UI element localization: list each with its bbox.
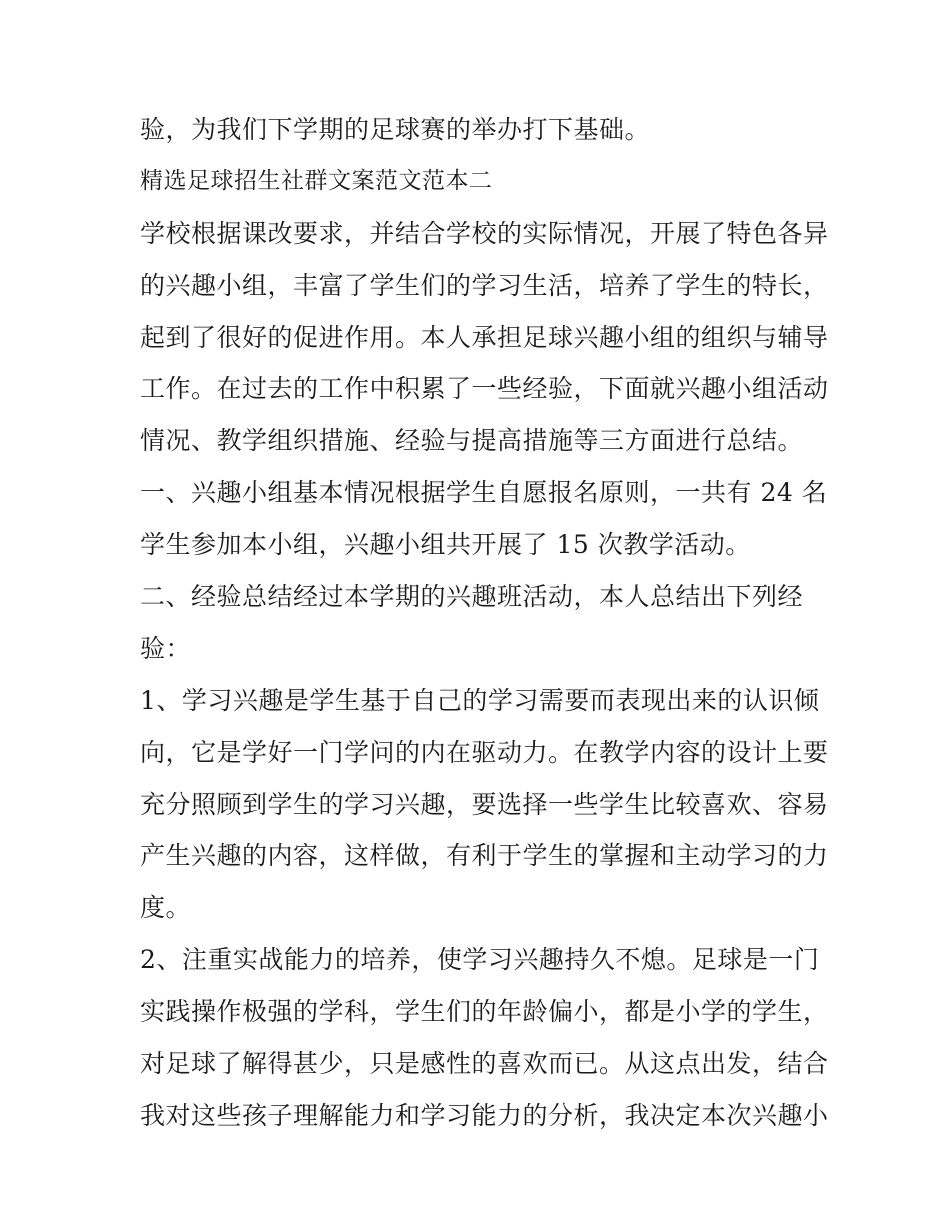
text-line: 1、学习兴趣是学生基于自己的学习需要而表现出来的认识倾 bbox=[140, 685, 820, 715]
text-line: 度。 bbox=[140, 893, 192, 923]
text-line: 2、注重实战能力的培养，使学习兴趣持久不熄。足球是一门 bbox=[140, 945, 820, 975]
text-line: 情况、教学组织措施、经验与提高措施等三方面进行总结。 bbox=[140, 426, 804, 456]
section-heading: 精选足球招生社群文案范文范本二 bbox=[140, 167, 493, 194]
text-line: 验： bbox=[140, 633, 192, 663]
text-line: 充分照顾到学生的学习兴趣，要选择一些学生比较喜欢、容易 bbox=[140, 789, 829, 819]
document-body bbox=[140, 104, 829, 1142]
text-line: 起到了很好的促进作用。本人承担足球兴趣小组的组织与辅导 bbox=[140, 322, 829, 352]
text-line: 实践操作极强的学科，学生们的年龄偏小，都是小学的学生， bbox=[140, 997, 829, 1027]
text-line: 我对这些孩子理解能力和学习能力的分析，我决定本次兴趣小 bbox=[140, 1100, 829, 1130]
text-line: 对足球了解得甚少，只是感性的喜欢而已。从这点出发，结合 bbox=[140, 1049, 829, 1079]
text-line: 产生兴趣的内容，这样做，有利于学生的掌握和主动学习的力 bbox=[140, 841, 829, 871]
text-line: 一、兴趣小组基本情况根据学生自愿报名原则，一共有 24 名 bbox=[140, 478, 828, 508]
text-line: 学校根据课改要求，并结合学校的实际情况，开展了特色各异 bbox=[140, 218, 829, 248]
text-line: 向，它是学好一门学问的内在驱动力。在教学内容的设计上要 bbox=[140, 737, 829, 767]
text-line: 的兴趣小组，丰富了学生们的学习生活，培养了学生的特长， bbox=[140, 270, 829, 300]
text-line: 学生参加本小组，兴趣小组共开展了 15 次教学活动。 bbox=[140, 530, 751, 560]
text-line: 验，为我们下学期的足球赛的举办打下基础。 bbox=[140, 115, 651, 144]
text-line: 二、经验总结经过本学期的兴趣班活动，本人总结出下列经 bbox=[140, 582, 804, 612]
text-line: 工作。在过去的工作中积累了一些经验，下面就兴趣小组活动 bbox=[140, 374, 829, 404]
